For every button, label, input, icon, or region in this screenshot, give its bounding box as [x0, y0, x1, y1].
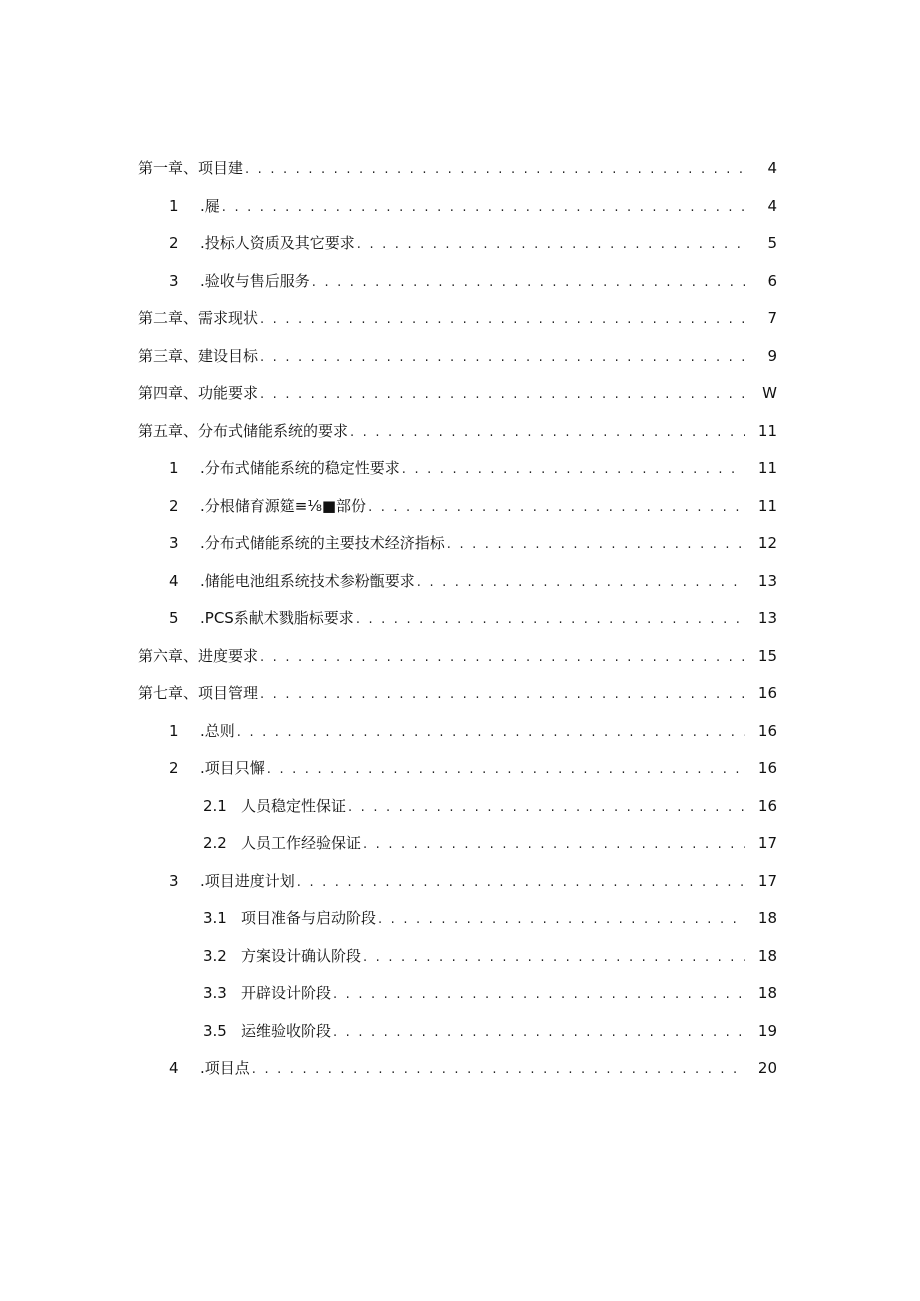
toc-entry-page: 11 [757, 421, 777, 440]
toc-entry-page: W [762, 384, 777, 403]
toc-entry-1-2[interactable] [0, 225, 920, 263]
toc-entry-7-3[interactable] [0, 863, 920, 901]
toc-entry-7-2-1[interactable] [0, 788, 920, 826]
toc-entry-page: 11 [757, 459, 777, 478]
toc-entry-title: .PCS系献术戮脂标要求 [200, 609, 354, 628]
toc-dot-leader [237, 726, 745, 739]
toc-dot-leader [297, 876, 745, 889]
toc-dot-leader [260, 688, 745, 701]
toc-entry-chapter-2[interactable] [0, 300, 920, 338]
toc-entry-title: .分根储育源筵≡⅛■部份 [200, 496, 367, 515]
toc-entry-5-5[interactable] [0, 600, 920, 638]
toc-entry-1-1[interactable] [0, 188, 920, 226]
toc-entry-page: 16 [757, 759, 777, 778]
toc-entry-number: 3 [169, 534, 179, 553]
toc-entry-number: 2 [169, 759, 179, 778]
toc-entry-title: .分布式储能系统的稳定性要求 [200, 459, 400, 478]
toc-entry-title: .项目进度计划 [200, 871, 295, 890]
toc-entry-title: 第五章、分布式储能系统的要求 [138, 421, 349, 440]
toc-entry-number: 3.3 [203, 984, 227, 1003]
toc-entry-number: 1 [169, 459, 179, 478]
toc-dot-leader [260, 651, 745, 664]
toc-entry-chapter-5[interactable] [0, 413, 920, 451]
toc-entry-7-3-1[interactable] [0, 900, 920, 938]
toc-entry-page: 13 [757, 571, 777, 590]
toc-entry-title: 开辟设计阶段 [241, 984, 332, 1003]
toc-entry-page: 17 [757, 871, 777, 890]
toc-entry-number: 4 [169, 571, 179, 590]
toc-entry-title: 第一章、项目建 [138, 159, 244, 178]
toc-entry-7-3-3[interactable] [0, 975, 920, 1013]
toc-dot-leader [378, 913, 745, 926]
toc-dot-leader [312, 276, 745, 289]
toc-entry-chapter-7[interactable] [0, 675, 920, 713]
toc-entry-number: 1 [169, 721, 179, 740]
toc-entry-7-2-2[interactable] [0, 825, 920, 863]
toc-entry-number: 2 [169, 496, 179, 515]
toc-entry-chapter-1[interactable] [0, 150, 920, 188]
toc-entry-page: 16 [757, 684, 777, 703]
toc-entry-5-1[interactable] [0, 450, 920, 488]
toc-dot-leader [252, 1063, 745, 1076]
toc-entry-page: 9 [767, 346, 777, 365]
toc-entry-page: 11 [757, 496, 777, 515]
toc-entry-chapter-6[interactable] [0, 638, 920, 676]
toc-entry-5-3[interactable] [0, 525, 920, 563]
toc-entry-page: 6 [767, 271, 777, 290]
toc-entry-title: 人员工作经验保证 [241, 834, 362, 853]
toc-entry-title: .投标人资质及其它要求 [200, 234, 355, 253]
toc-entry-title: .储能电池组系统技术参粉甑要求 [200, 571, 415, 590]
toc-entry-page: 18 [757, 946, 777, 965]
toc-entry-number: 3.1 [203, 909, 227, 928]
toc-entry-title: 第七章、项目管理 [138, 684, 259, 703]
toc-entry-title: .屣 [200, 196, 220, 215]
toc-entry-page: 17 [757, 834, 777, 853]
toc-entry-title: 人员稳定性保证 [241, 796, 347, 815]
toc-entry-7-2[interactable] [0, 750, 920, 788]
toc-entry-7-3-2[interactable] [0, 938, 920, 976]
toc-dot-leader [260, 351, 745, 364]
toc-entry-title: 运维验收阶段 [241, 1021, 332, 1040]
toc-entry-7-1[interactable] [0, 713, 920, 751]
toc-dot-leader [267, 763, 745, 776]
toc-dot-leader [260, 313, 745, 326]
toc-dot-leader [222, 201, 745, 214]
toc-entry-5-4[interactable] [0, 563, 920, 601]
toc-entry-page: 4 [767, 159, 777, 178]
toc-entry-page: 13 [757, 609, 777, 628]
toc-entry-page: 18 [757, 984, 777, 1003]
toc-entry-title: .项目只懈 [200, 759, 265, 778]
toc-entry-title: .项目点 [200, 1059, 250, 1078]
toc-entry-number: 5 [169, 609, 179, 628]
toc-entry-title: 第三章、建设目标 [138, 346, 259, 365]
toc-dot-leader [363, 951, 745, 964]
toc-dot-leader [363, 838, 745, 851]
toc-dot-leader [260, 388, 745, 401]
toc-entry-title: .总则 [200, 721, 235, 740]
toc-entry-page: 18 [757, 909, 777, 928]
toc-dot-leader [357, 238, 745, 251]
toc-entry-chapter-3[interactable] [0, 338, 920, 376]
toc-entry-7-4[interactable] [0, 1050, 920, 1088]
toc-entry-title: 方案设计确认阶段 [241, 946, 362, 965]
toc-entry-title: 第四章、功能要求 [138, 384, 259, 403]
toc-entry-number: 2.2 [203, 834, 227, 853]
toc-dot-leader [333, 988, 745, 1001]
toc-dot-leader [417, 576, 745, 589]
toc-entry-page: 16 [757, 721, 777, 740]
toc-entry-5-2[interactable] [0, 488, 920, 526]
table-of-contents [0, 150, 920, 1088]
toc-entry-chapter-4[interactable] [0, 375, 920, 413]
toc-entry-1-3[interactable] [0, 263, 920, 301]
toc-entry-title: .验收与售后服务 [200, 271, 310, 290]
toc-entry-title: 第六章、进度要求 [138, 646, 259, 665]
toc-dot-leader [245, 163, 745, 176]
toc-dot-leader [447, 538, 745, 551]
toc-entry-page: 12 [757, 534, 777, 553]
toc-entry-title: 第二章、需求现状 [138, 309, 259, 328]
toc-entry-number: 1 [169, 196, 179, 215]
toc-entry-page: 7 [767, 309, 777, 328]
toc-dot-leader [348, 801, 745, 814]
toc-entry-title: 项目准备与启动阶段 [241, 909, 377, 928]
toc-entry-page: 5 [767, 234, 777, 253]
toc-entry-number: 3 [169, 871, 179, 890]
toc-entry-number: 2 [169, 234, 179, 253]
toc-entry-page: 16 [757, 796, 777, 815]
toc-dot-leader [402, 463, 745, 476]
toc-entry-title: .分布式储能系统的主要技术经济指标 [200, 534, 445, 553]
toc-entry-number: 3 [169, 271, 179, 290]
toc-entry-number: 4 [169, 1059, 179, 1078]
toc-entry-7-3-5[interactable] [0, 1013, 920, 1051]
toc-entry-number: 2.1 [203, 796, 227, 815]
toc-dot-leader [333, 1026, 745, 1039]
toc-entry-page: 4 [767, 196, 777, 215]
toc-entry-page: 20 [757, 1059, 777, 1078]
toc-entry-page: 15 [757, 646, 777, 665]
toc-dot-leader [350, 426, 745, 439]
toc-dot-leader [368, 501, 745, 514]
toc-entry-page: 19 [757, 1021, 777, 1040]
toc-entry-number: 3.5 [203, 1021, 227, 1040]
toc-entry-number: 3.2 [203, 946, 227, 965]
toc-dot-leader [356, 613, 745, 626]
